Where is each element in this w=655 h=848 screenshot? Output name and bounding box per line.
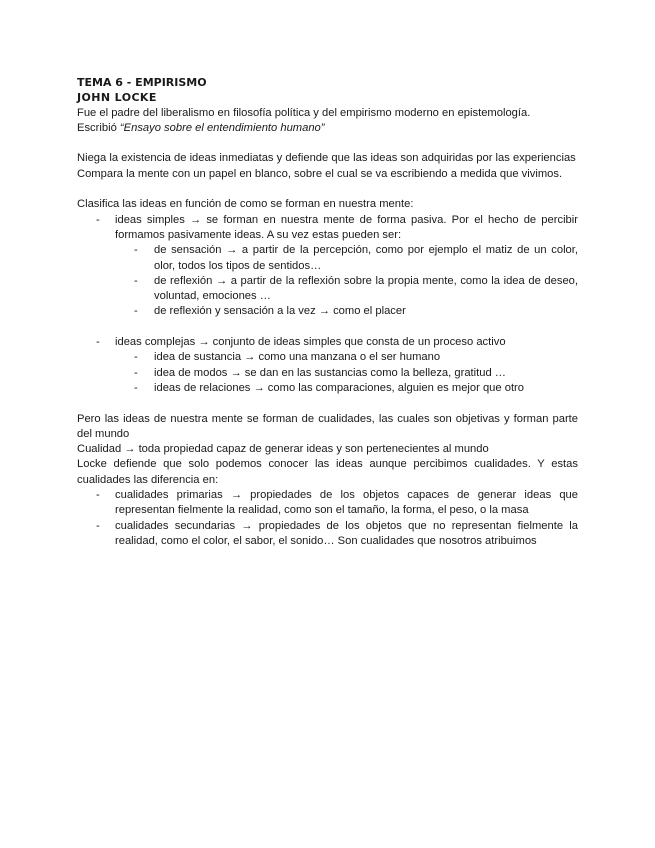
list-item-text: ideas complejas → conjunto de ideas simples que consta de un proceso activo (115, 336, 506, 349)
paragraph-niega: Niega la existencia de ideas inmediatas y defiende que las ideas son adquiridas por las experiencias (77, 152, 576, 165)
cualidades-list (77, 488, 578, 549)
sub-list-item (77, 366, 578, 381)
intro-prefix: Escribió (77, 121, 120, 134)
bullet-dash: - (134, 244, 138, 257)
book-title: “Ensayo sobre el entendimiento humano” (119, 121, 325, 134)
sub-list-item-text: idea de sustancia → como una manzana o el ser humano (154, 351, 441, 364)
sub-list-item (77, 304, 578, 319)
bullet-dash: - (134, 351, 138, 364)
list-item-complejas (77, 335, 578, 350)
sub-list-item (77, 381, 578, 396)
paragraph-clasifica: Clasifica las ideas en función de como se forman en nuestra mente: (77, 198, 414, 211)
bullet-dash: - (134, 274, 138, 287)
sub-list-item-text: de sensación → a partir de la percepción, como por ejemplo el matiz de un color, olor, todos los tipos de sentidos… (154, 244, 578, 272)
list-item-primarias (77, 488, 578, 519)
bullet-dash: - (96, 519, 100, 532)
document-title: TEMA 6 - EMPIRISMO (77, 76, 207, 89)
paragraph-locke: Locke defiende que solo podemos conocer las ideas aunque percibimos cualidades. Y estas cualidades las diferencia en: (77, 458, 578, 486)
list-item-text: cualidades primarias → propiedades de los objetos capaces de generar ideas que representan fielmente la realidad, como son el tamaño, la forma, el peso, o la masa (115, 489, 578, 517)
paragraph-compara: Compara la mente con un papel en blanco, sobre el cual se va escribiendo a medida que vivimos. (77, 167, 563, 180)
sub-list-item (77, 350, 578, 365)
sub-list-item-text: ideas de relaciones → como las comparaciones, alguien es mejor que otro (154, 381, 525, 394)
sub-list-item-text: de reflexión y sensación a la vez → como el placer (154, 305, 406, 318)
document-subtitle: JOHN LOCKE (77, 91, 157, 105)
bullet-dash: - (134, 305, 138, 318)
list-item-simples (77, 213, 578, 244)
intro-line-2 (77, 121, 578, 136)
bullet-dash: - (96, 213, 100, 226)
intro-line-1: Fue el padre del liberalismo en filosofía política y del empirismo moderno en epistemología. (77, 106, 531, 119)
bullet-dash: - (96, 336, 100, 349)
bullet-dash: - (134, 381, 138, 394)
list-item-text: ideas simples → se forman en nuestra mente de forma pasiva. Por el hecho de percibir formamos pasivamente ideas. A su vez estas pueden ser: (115, 213, 578, 241)
paragraph-cualidad: Cualidad → toda propiedad capaz de generar ideas y son pertenecientes al mundo (77, 443, 489, 456)
list-item-secundarias (77, 519, 578, 550)
ideas-list (77, 213, 578, 397)
sub-list-item (77, 243, 578, 274)
sub-list-item-text: idea de modos → se dan en las sustancias como la belleza, gratitud … (154, 366, 506, 379)
bullet-dash: - (134, 366, 138, 379)
sub-list-item (77, 274, 578, 305)
list-item-text: cualidades secundarias → propiedades de los objetos que no representan fielmente la realidad, como el color, el sabor, el sonido… Son cualidades que nosotros atribuimos (115, 519, 578, 547)
paragraph-pero: Pero las ideas de nuestra mente se forman de cualidades, las cuales son objetivas y forman parte del mundo (77, 412, 578, 440)
bullet-dash: - (96, 489, 100, 502)
sub-list-item-text: de reflexión → a partir de la reflexión sobre la propia mente, como la idea de deseo, voluntad, emociones … (154, 274, 578, 303)
